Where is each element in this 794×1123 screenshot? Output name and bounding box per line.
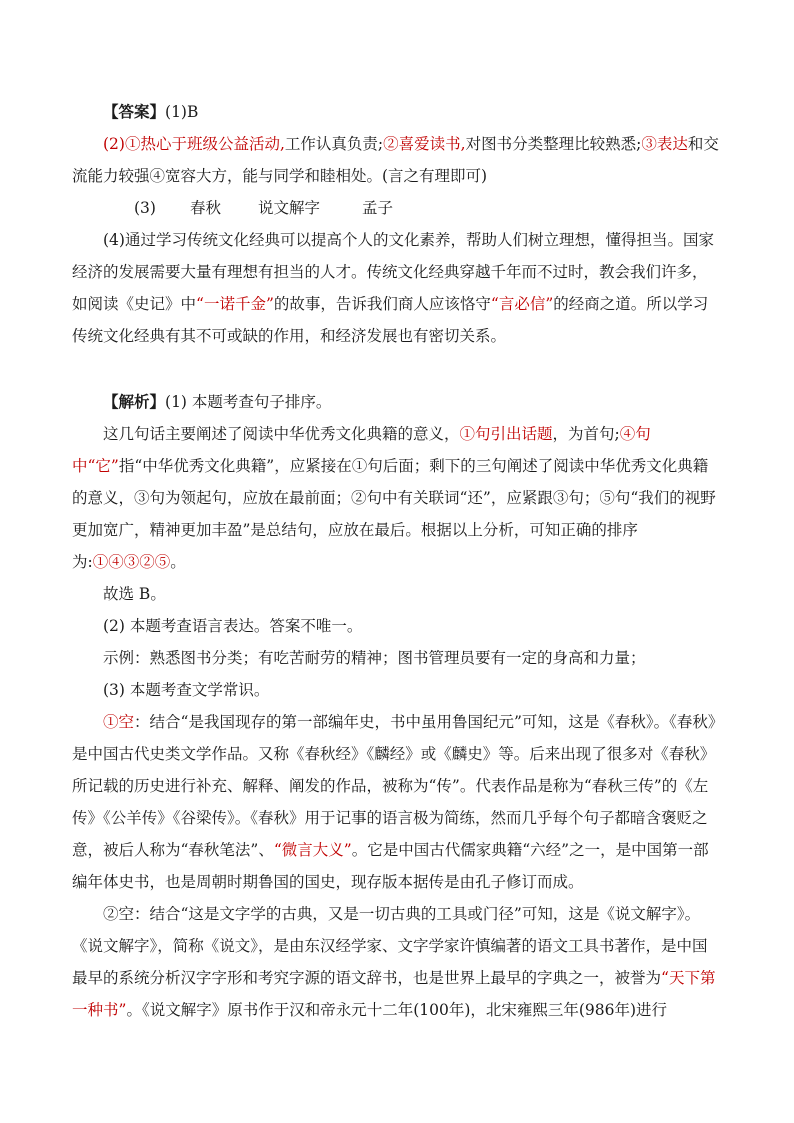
q2-point1: ①热心于班级公益活动,: [124, 135, 285, 153]
s1-order: ①④③②⑤: [92, 553, 171, 571]
analysis-s1-body: [72, 418, 722, 578]
q2-text3: 和交流能力较强④宽容大方，能与同学和睦相处。(言之有理即可): [72, 135, 719, 185]
q2-num: (2): [103, 135, 125, 153]
s1-title: (1) 本题考查句子排序。: [165, 393, 332, 411]
analysis-s3a: [72, 706, 722, 898]
q4-quote2: “言必信”: [490, 295, 554, 313]
analysis-s1-title: [72, 386, 722, 418]
answer-q4: [72, 224, 722, 352]
analysis-s1-choice: 故选 B。: [103, 585, 166, 603]
s3a-text2: 。它是中国古代儒家典籍“六经”之一，是中国第一部编年体史书，也是周朝时期鲁国的国史，现存版本据传是由孔子修订而成。: [72, 841, 709, 891]
analysis-s2-title: (2) 本题考查语言表达。答案不唯一。: [103, 617, 363, 635]
q2-point2: ②喜爱读书,: [383, 135, 466, 153]
q2-point3: ③表达: [641, 135, 688, 153]
s1-hl2: ④句中“它”: [72, 425, 651, 475]
s1-text2: ，为首句;: [552, 425, 620, 443]
q3-item-2: 说文解字: [258, 199, 321, 217]
answer-q2: [72, 128, 722, 192]
s3a-text1: ：结合“是我国现存的第一部编年史，书中虽用鲁国纪元”可知，这是《春秋》。《春秋》是中国古代史类文学作品。又称《春秋经》《麟经》或《麟史》等。后来出现了很多对《春秋》所记载的历史进行补充、解释、阐发的作品，被称为“传”。代表作品是称为“春秋三传”的《左传》《公羊传》《谷梁传》。《春秋》用于记事的语言极为简练，然而几乎每个句子都暗含褒贬之意，被后人称为“春秋笔法”、: [72, 713, 716, 859]
s3b-hl: “天下第一种书”: [72, 969, 716, 1019]
s3a-label: ①空: [103, 713, 135, 731]
q4-text1: (4)通过学习传统文化经典可以提高个人的文化素养，帮助人们树立理想，懂得担当。国家经济的发展需要大量有理想有担当的人才。传统文化经典穿越千年而不过时，教会我们许多，如阅读《史记》中: [72, 231, 714, 313]
q3-item-1: 春秋: [190, 199, 222, 217]
analysis-s3b: [72, 898, 722, 1026]
s1-text3: 指“中华优秀文化典籍”，应紧接在①句后面；剩下的三句阐述了阅读中华优秀文化典籍的意义，③句为领起句，应放在最前面；②句中有关联词“还”，应紧跟③句；⑤句“我们的视野更加宽广，精神更加丰盈”是总结句，应放在最后。根据以上分析，可知正确的排序为:: [72, 457, 716, 571]
s3b-text1: ②空：结合“这是文字学的古典，又是一切古典的工具或门径”可知，这是《说文解字》。《说文解字》，简称《说文》，是由东汉经学家、文字学家许慎编著的语文工具书著作，是中国最早的系统分析汉字字形和考究字源的语文辞书，也是世界上最早的字典之一，被誉为: [72, 905, 708, 987]
s1-text1: 这几句话主要阐述了阅读中华优秀文化典籍的意义，: [103, 425, 460, 443]
answer-q3: [72, 192, 722, 224]
answer-q1: [72, 96, 722, 128]
q4-text3: 的经商之道。所以学习传统文化经典有其不可或缺的作用，和经济发展也有密切关系。: [72, 295, 709, 345]
answer-q1-text: (1)B: [165, 103, 199, 121]
analysis-s2-example: 示例：熟悉图书分类；有吃苦耐劳的精神；图书管理员要有一定的身高和力量；: [103, 649, 646, 667]
answer-label: 【答案】: [103, 102, 166, 121]
s1-end: 。: [170, 553, 186, 571]
s1-hl1: ①句引出话题: [459, 425, 553, 443]
q3-num: (3): [134, 199, 156, 217]
section-gap: [72, 352, 722, 386]
q2-text: 工作认真负责;: [284, 135, 384, 153]
q2-text2: 对图书分类整理比较熟悉;: [465, 135, 642, 153]
document-page: [72, 96, 722, 1026]
q4-text2: 的故事，告诉我们商人应该恪守: [273, 295, 491, 313]
analysis-label: 【解析】: [103, 392, 166, 411]
s3b-text2: 。《说文解字》原书作于汉和帝永元十二年(100年)，北宋雍熙三年(986年)进行: [126, 1001, 668, 1019]
analysis-s3-title: (3) 本题考查文学常识。: [103, 681, 270, 699]
s3a-hl: “微言大义”: [273, 841, 352, 859]
q4-quote1: “一诺千金”: [196, 295, 274, 313]
q3-item-3: 孟子: [362, 199, 394, 217]
